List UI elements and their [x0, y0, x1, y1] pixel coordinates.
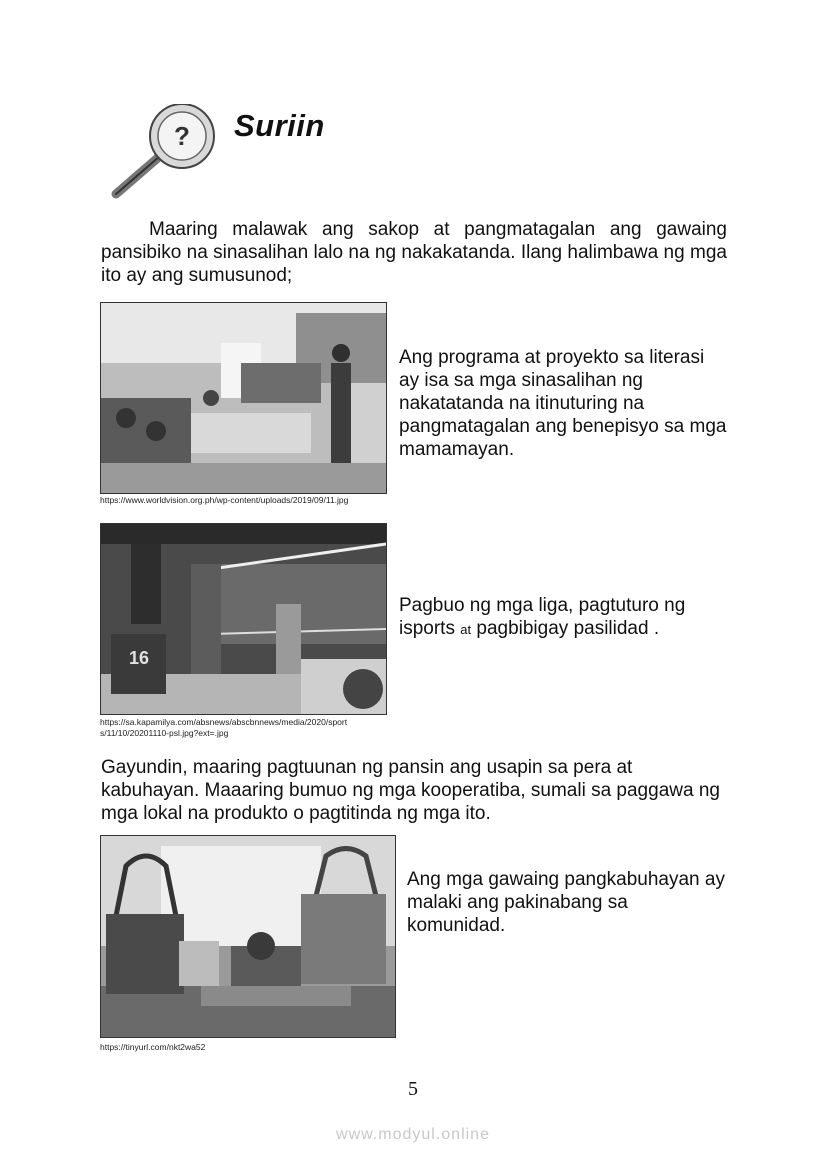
image-credit	[100, 717, 400, 739]
image-credit: https://www.worldvision.org.ph/wp-content/uploads/2019/09/11.jpg	[100, 495, 349, 505]
intro-paragraph: Maaring malawak ang sakop at pangmatagalan ang gawaing pansibiko na sinasalihan lalo na ng nakakatanda. Ilang halimbawa ng mga ito ay ang sumusunod;	[101, 219, 727, 286]
svg-text:?: ?	[174, 121, 190, 151]
local-products-photo	[100, 835, 396, 1038]
credit-line: https://sa.kapamilya.com/absnews/abscbnnews/media/2020/sport	[100, 717, 348, 727]
credit-line: s/11/10/20201110-psl.jpg?ext=.jpg	[100, 728, 229, 738]
section-title: Suriin	[234, 108, 325, 143]
image-credit: https://tinyurl.com/nkt2wa52	[100, 1042, 206, 1052]
item-caption: Ang mga gawaing pangkabuhayan ay malaki ang pakinabang sa komunidad.	[407, 869, 725, 936]
caption-text: pagbibigay pasilidad .	[476, 618, 660, 639]
watermark: www.modyul.online	[336, 1126, 490, 1143]
svg-text:16: 16	[128, 648, 150, 668]
classroom-literacy-photo	[100, 302, 387, 494]
item-caption	[399, 594, 729, 641]
item-caption: Ang programa at proyekto sa literasi ay isa sa mga sinasalihan ng nakatatanda na itinuturing na pangmatagalan ang benepisyo sa mga mamamayan.	[399, 347, 727, 460]
volleyball-game-photo	[100, 523, 387, 715]
livelihood-paragraph: Gayundin, maaring pagtuunan ng pansin ang usapin sa pera at kabuhayan. Maaaring bumuo ng mga kooperatiba, sumali sa paggawa ng mga lokal na produkto o pagtitinda ng mga ito.	[101, 757, 720, 824]
caption-text: Pagbuo ng mga liga, pagtuturo ng isports	[399, 595, 686, 639]
page-number: 5	[408, 1078, 418, 1100]
magnifier-question-icon	[108, 104, 220, 200]
caption-small-text: at	[460, 622, 472, 637]
